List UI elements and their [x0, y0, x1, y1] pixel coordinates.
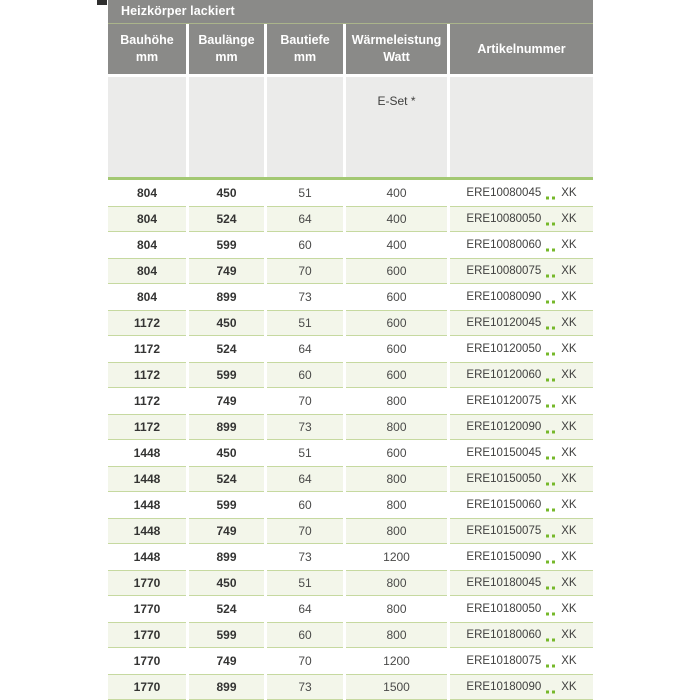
- table-row: [108, 284, 593, 310]
- artikel-suffix: XK: [561, 577, 577, 589]
- cell-bautiefe: 60: [298, 238, 312, 252]
- cell-bautiefe: 70: [267, 258, 343, 284]
- cell-bautiefe: 60: [298, 498, 312, 512]
- cell-bauhoehe: 1770: [133, 654, 161, 668]
- cell-artikelnummer: [450, 180, 593, 206]
- column-unit: Watt: [383, 50, 410, 64]
- artikel-suffix: XK: [561, 447, 577, 459]
- green-dots-icon: [546, 426, 557, 429]
- cell-baulaenge: 599: [189, 622, 264, 648]
- table-row: [108, 180, 593, 206]
- table-row: [108, 440, 593, 466]
- cell-artikelnummer: [450, 674, 593, 700]
- cell-bautiefe: 51: [267, 570, 343, 596]
- artikel-suffix: XK: [561, 629, 577, 641]
- cell-baulaenge: 524: [216, 602, 237, 616]
- column-label: Artikelnummer: [477, 41, 566, 56]
- cell-artikelnummer: [450, 232, 593, 258]
- cell-bauhoehe: 804: [136, 186, 158, 200]
- cell-watt: 800: [386, 498, 407, 512]
- cell-watt: 600: [386, 290, 407, 304]
- cell-watt: 1200: [383, 654, 410, 668]
- green-dots-icon: [546, 634, 557, 637]
- cell-bautiefe: 64: [267, 206, 343, 232]
- green-dots-icon: [546, 478, 557, 481]
- table-body: [108, 180, 593, 700]
- cell-baulaenge: 524: [216, 342, 237, 356]
- cell-watt: 600: [386, 342, 407, 356]
- artikel-base: ERE10120075: [466, 395, 542, 407]
- cell-artikelnummer: [450, 258, 593, 284]
- green-dots-icon: [546, 270, 557, 273]
- green-dots-icon: [546, 244, 557, 247]
- cell-bauhoehe: 1770: [108, 570, 186, 596]
- cell-bauhoehe: 804: [108, 206, 186, 232]
- column-header-5: [450, 24, 593, 74]
- table-row: [108, 336, 593, 362]
- artikel-suffix: XK: [561, 213, 577, 225]
- column-unit: mm: [293, 50, 317, 64]
- table-row: [108, 518, 593, 544]
- table-row: [108, 570, 593, 596]
- header-row: [108, 24, 593, 74]
- table-row: [108, 544, 593, 570]
- column-header-3: [267, 24, 343, 74]
- table-row: [108, 466, 593, 492]
- cell-artikelnummer: [450, 570, 593, 596]
- cell-baulaenge: 899: [189, 414, 264, 440]
- cell-bauhoehe: 804: [136, 290, 158, 304]
- subheader-cell-5: [450, 77, 593, 177]
- cell-baulaenge: 749: [216, 654, 237, 668]
- table-row: [108, 492, 593, 518]
- table-row: [108, 362, 593, 388]
- cell-bauhoehe: 1172: [108, 310, 186, 336]
- subheader-cell-3: [267, 77, 343, 177]
- column-label: Bautiefe: [280, 33, 330, 48]
- artikel-suffix: XK: [561, 655, 577, 667]
- cell-bautiefe: 51: [267, 310, 343, 336]
- cell-bauhoehe: 1448: [133, 498, 161, 512]
- artikel-suffix: XK: [561, 525, 577, 537]
- subheader-cell-1: [108, 77, 186, 177]
- cell-bautiefe: 64: [267, 466, 343, 492]
- radiator-spec-table: [108, 0, 593, 700]
- cell-watt: 800: [386, 394, 407, 408]
- artikel-base: ERE10120050: [466, 343, 542, 355]
- green-dots-icon: [546, 192, 557, 195]
- artikel-suffix: XK: [561, 395, 577, 407]
- artikel-suffix: XK: [561, 603, 577, 615]
- eset-label: E-Set *: [377, 94, 416, 108]
- cell-baulaenge: 749: [216, 394, 237, 408]
- cell-watt: 800: [346, 518, 447, 544]
- cell-bauhoehe: 1770: [108, 622, 186, 648]
- column-header-1: [108, 24, 186, 74]
- cell-baulaenge: 899: [216, 290, 237, 304]
- table-row: [108, 232, 593, 258]
- cell-bauhoehe: 1448: [108, 518, 186, 544]
- artikel-suffix: XK: [561, 681, 577, 693]
- green-dots-icon: [546, 530, 557, 533]
- green-dots-icon: [546, 348, 557, 351]
- artikel-base: ERE10120060: [466, 369, 542, 381]
- artikel-base: ERE10180050: [466, 603, 542, 615]
- cell-bautiefe: 73: [267, 674, 343, 700]
- cell-baulaenge: 450: [189, 310, 264, 336]
- artikel-base: ERE10080050: [466, 213, 542, 225]
- cell-watt: 600: [386, 446, 407, 460]
- cell-bautiefe: 73: [298, 290, 312, 304]
- subheader-row: [108, 77, 593, 177]
- column-header-2: [189, 24, 264, 74]
- page-corner-mark: [97, 0, 107, 5]
- cell-watt: 600: [346, 362, 447, 388]
- artikel-base: ERE10150060: [466, 499, 542, 511]
- cell-artikelnummer: [450, 310, 593, 336]
- artikel-base: ERE10080060: [466, 239, 542, 251]
- subheader-cell-4: [346, 77, 447, 177]
- cell-watt: 400: [386, 238, 407, 252]
- cell-bautiefe: 51: [298, 446, 312, 460]
- table-row: [108, 648, 593, 674]
- cell-watt: 1200: [383, 550, 410, 564]
- artikel-suffix: XK: [561, 239, 577, 251]
- artikel-base: ERE10180090: [466, 681, 542, 693]
- cell-watt: 600: [346, 310, 447, 336]
- artikel-suffix: XK: [561, 421, 577, 433]
- table-row: [108, 310, 593, 336]
- subheader-cell-2: [189, 77, 264, 177]
- green-dots-icon: [546, 452, 557, 455]
- table-row: [108, 414, 593, 440]
- cell-watt: 400: [346, 206, 447, 232]
- cell-baulaenge: 450: [216, 446, 237, 460]
- artikel-suffix: XK: [561, 551, 577, 563]
- cell-watt: 1500: [346, 674, 447, 700]
- table-row: [108, 258, 593, 284]
- artikel-base: ERE10080075: [466, 265, 542, 277]
- artikel-suffix: XK: [561, 343, 577, 355]
- artikel-suffix: XK: [561, 187, 577, 199]
- cell-bauhoehe: 1448: [133, 446, 161, 460]
- artikel-base: ERE10150075: [466, 525, 542, 537]
- artikel-base: ERE10080090: [466, 291, 542, 303]
- table-row: [108, 674, 593, 700]
- cell-artikelnummer: [450, 596, 593, 622]
- cell-bautiefe: 64: [298, 602, 312, 616]
- artikel-suffix: XK: [561, 265, 577, 277]
- cell-bauhoehe: 1448: [133, 550, 161, 564]
- green-dots-icon: [546, 556, 557, 559]
- cell-bautiefe: 60: [267, 362, 343, 388]
- cell-baulaenge: 749: [189, 518, 264, 544]
- cell-baulaenge: 899: [216, 550, 237, 564]
- cell-bauhoehe: 1172: [133, 394, 161, 408]
- cell-bautiefe: 73: [298, 550, 312, 564]
- cell-artikelnummer: [450, 544, 593, 570]
- cell-artikelnummer: [450, 492, 593, 518]
- artikel-base: ERE10080045: [466, 187, 542, 199]
- green-dots-icon: [546, 374, 557, 377]
- cell-baulaenge: 524: [189, 466, 264, 492]
- green-dots-icon: [546, 504, 557, 507]
- table-row: [108, 206, 593, 232]
- cell-bauhoehe: 1172: [133, 342, 161, 356]
- table-row: [108, 388, 593, 414]
- cell-artikelnummer: [450, 440, 593, 466]
- cell-artikelnummer: [450, 466, 593, 492]
- green-dots-icon: [546, 686, 557, 689]
- cell-bautiefe: 64: [298, 342, 312, 356]
- artikel-suffix: XK: [561, 369, 577, 381]
- cell-bautiefe: 60: [267, 622, 343, 648]
- artikel-base: ERE10150090: [466, 551, 542, 563]
- cell-watt: 800: [346, 622, 447, 648]
- cell-bauhoehe: 1448: [108, 466, 186, 492]
- cell-watt: 800: [346, 414, 447, 440]
- cell-baulaenge: 450: [216, 186, 237, 200]
- column-label: Baulänge: [198, 33, 255, 48]
- cell-artikelnummer: [450, 284, 593, 310]
- cell-bauhoehe: 804: [108, 258, 186, 284]
- cell-baulaenge: 899: [189, 674, 264, 700]
- cell-bauhoehe: 1770: [108, 674, 186, 700]
- cell-bautiefe: 73: [267, 414, 343, 440]
- green-dots-icon: [546, 582, 557, 585]
- cell-baulaenge: 749: [189, 258, 264, 284]
- cell-watt: 800: [386, 602, 407, 616]
- artikel-base: ERE10120045: [466, 317, 542, 329]
- green-dots-icon: [546, 400, 557, 403]
- cell-artikelnummer: [450, 388, 593, 414]
- cell-watt: 800: [346, 570, 447, 596]
- artikel-base: ERE10120090: [466, 421, 542, 433]
- artikel-base: ERE10180075: [466, 655, 542, 667]
- cell-artikelnummer: [450, 362, 593, 388]
- artikel-base: ERE10150050: [466, 473, 542, 485]
- column-label: Wärmeleistung: [351, 33, 442, 48]
- green-dots-icon: [546, 660, 557, 663]
- artikel-base: ERE10150045: [466, 447, 542, 459]
- cell-baulaenge: 524: [189, 206, 264, 232]
- artikel-suffix: XK: [561, 473, 577, 485]
- column-header-4: [346, 24, 447, 74]
- green-dots-icon: [546, 218, 557, 221]
- cell-artikelnummer: [450, 414, 593, 440]
- cell-artikelnummer: [450, 518, 593, 544]
- column-label: Bauhöhe: [120, 33, 174, 48]
- artikel-base: ERE10180060: [466, 629, 542, 641]
- cell-baulaenge: 450: [189, 570, 264, 596]
- cell-bautiefe: 70: [267, 518, 343, 544]
- cell-baulaenge: 599: [189, 362, 264, 388]
- cell-artikelnummer: [450, 336, 593, 362]
- cell-bauhoehe: 1770: [133, 602, 161, 616]
- cell-artikelnummer: [450, 648, 593, 674]
- cell-baulaenge: 599: [216, 238, 237, 252]
- artikel-suffix: XK: [561, 499, 577, 511]
- green-dots-icon: [546, 296, 557, 299]
- cell-bauhoehe: 804: [136, 238, 158, 252]
- column-unit: mm: [215, 50, 238, 64]
- cell-bautiefe: 51: [298, 186, 312, 200]
- cell-baulaenge: 599: [216, 498, 237, 512]
- green-dots-icon: [546, 322, 557, 325]
- table-title: Heizkörper lackiert: [108, 0, 593, 23]
- cell-bautiefe: 70: [298, 394, 312, 408]
- cell-bauhoehe: 1172: [108, 414, 186, 440]
- cell-watt: 400: [386, 186, 407, 200]
- column-unit: mm: [135, 50, 159, 64]
- cell-bauhoehe: 1172: [108, 362, 186, 388]
- cell-bautiefe: 70: [298, 654, 312, 668]
- cell-watt: 800: [346, 466, 447, 492]
- artikel-suffix: XK: [561, 317, 577, 329]
- table-row: [108, 596, 593, 622]
- artikel-base: ERE10180045: [466, 577, 542, 589]
- table-row: [108, 622, 593, 648]
- artikel-suffix: XK: [561, 291, 577, 303]
- green-dots-icon: [546, 608, 557, 611]
- cell-artikelnummer: [450, 622, 593, 648]
- cell-artikelnummer: [450, 206, 593, 232]
- cell-watt: 600: [346, 258, 447, 284]
